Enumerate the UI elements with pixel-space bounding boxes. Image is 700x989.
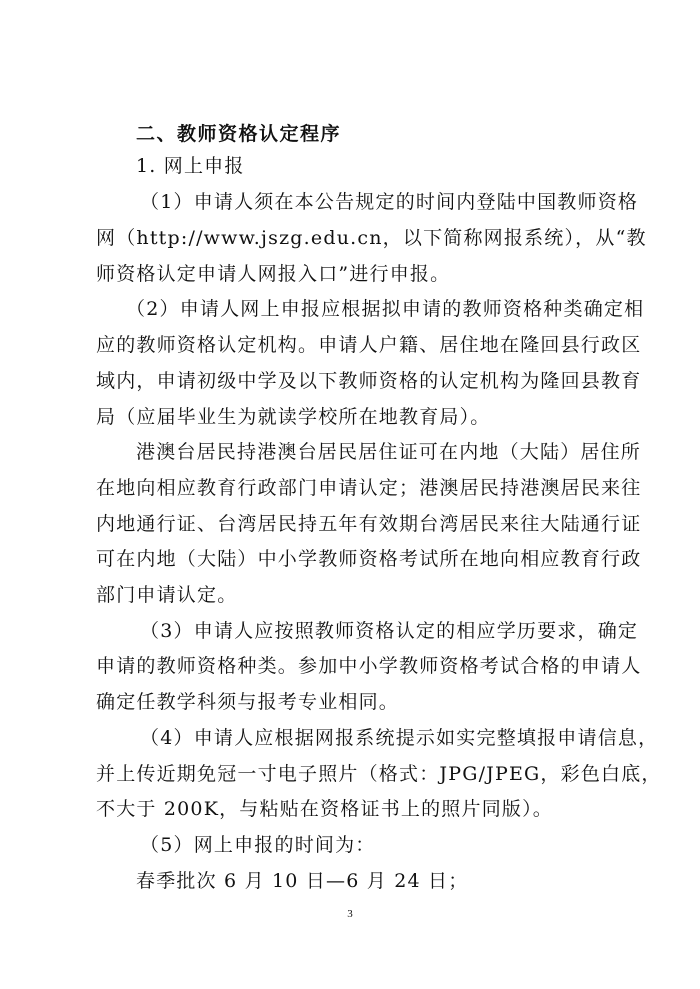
paragraph-line: （1）申请人须在本公告规定的时间内登陆中国教师资格 <box>140 191 639 213</box>
paragraph-line: 师资格认定申请人网报入口”进行申报。 <box>96 263 451 285</box>
paragraph-line: 部门申请认定。 <box>96 584 238 606</box>
paragraph-line: 不大于 200K，与粘贴在资格证书上的照片同版）。 <box>96 798 554 820</box>
paragraph-line: 确定任教学科须与报考专业相同。 <box>96 691 400 713</box>
paragraph-line: 春季批次 6 月 10 日—6 月 24 日； <box>136 870 469 892</box>
paragraph-line: （5）网上申报的时间为： <box>140 834 376 856</box>
section-heading: 二、教师资格认定程序 <box>136 123 342 145</box>
paragraph-line: 域内，申请初级中学及以下教师资格的认定机构为隆回县教育 <box>96 370 642 392</box>
paragraph-line: 局（应届毕业生为就读学校所在地教育局）。 <box>96 406 491 428</box>
paragraph-line: 申请的教师资格种类。参加中小学教师资格考试合格的申请人 <box>96 655 642 677</box>
paragraph-line: （2）申请人网上申报应根据拟申请的教师资格种类确定相 <box>126 298 645 320</box>
paragraph-line: 网（http://www.jszg.edu.cn，以下简称网报系统），从“教 <box>96 227 647 249</box>
paragraph-line: 在地向相应教育行政部门申请认定；港澳居民持港澳居民来往 <box>96 477 642 499</box>
paragraph-line: （3）申请人应按照教师资格认定的相应学历要求，确定 <box>140 620 639 642</box>
paragraph-line: 港澳台居民持港澳台居民居住证可在内地（大陆）居住所 <box>136 441 642 463</box>
subsection-title: 1. 网上申报 <box>136 155 245 177</box>
paragraph-line: 并上传近期免冠一寸电子照片（格式：JPG/JPEG，彩色白底， <box>96 763 662 785</box>
page-number: 3 <box>347 908 353 920</box>
paragraph-line: （4）申请人应根据网报系统提示如实完整填报申请信息， <box>140 727 659 749</box>
paragraph-line: 应的教师资格认定机构。申请人户籍、居住地在隆回县行政区 <box>96 334 642 356</box>
paragraph-line: 内地通行证、台湾居民持五年有效期台湾居民来往大陆通行证 <box>96 513 642 535</box>
paragraph-line: 可在内地（大陆）中小学教师资格考试所在地向相应教育行政 <box>96 548 642 570</box>
